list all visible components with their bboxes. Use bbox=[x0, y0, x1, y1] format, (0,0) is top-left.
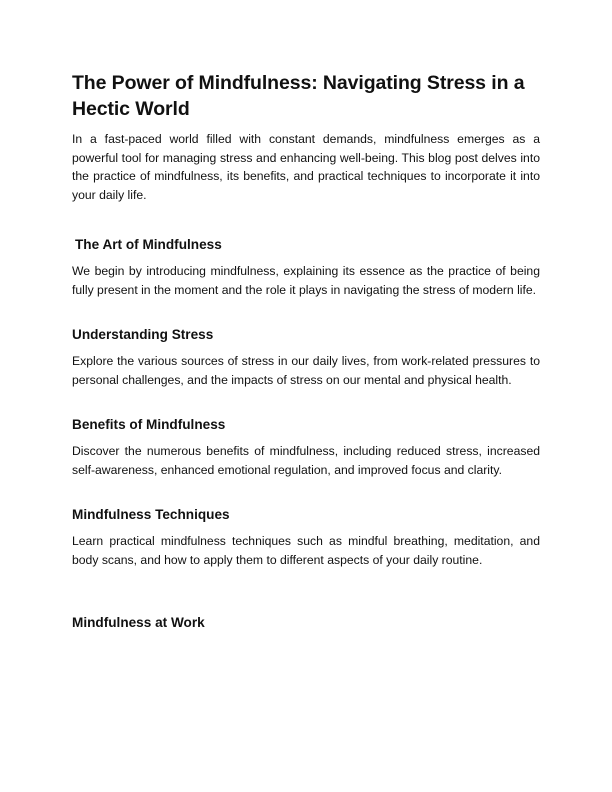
section-heading-techniques: Mindfulness Techniques bbox=[72, 507, 230, 522]
intro-paragraph: In a fast-paced world filled with constant demands, mindfulness emerges as a powerful tool for managing stress and enhancing well-being. This blog post delves into the practice of mindfulness, its benefits, and practical techniques to incorporate it into your daily life. bbox=[72, 132, 540, 202]
section-heading-benefits: Benefits of Mindfulness bbox=[72, 417, 226, 432]
section-body-techniques: Learn practical mindfulness techniques such as mindful breathing, meditation, and body scans, and how to apply them to different aspects of your daily routine. bbox=[72, 534, 540, 567]
document-page bbox=[72, 70, 540, 632]
section-body-art-of-mindfulness: We begin by introducing mindfulness, explaining its essence as the practice of being fully present in the moment and the role it plays in navigating the stress of modern life. bbox=[72, 264, 540, 297]
section-body-benefits: Discover the numerous benefits of mindfulness, including reduced stress, increased self-awareness, enhanced emotional regulation, and improved focus and clarity. bbox=[72, 444, 540, 477]
section-body-understanding-stress: Explore the various sources of stress in our daily lives, from work-related pressures to personal challenges, and the impacts of stress on our mental and physical health. bbox=[72, 354, 540, 387]
section-heading-art-of-mindfulness: The Art of Mindfulness bbox=[75, 237, 222, 252]
page-title: The Power of Mindfulness: Navigating Stress in a Hectic World bbox=[72, 72, 525, 120]
section-heading-understanding-stress: Understanding Stress bbox=[72, 327, 214, 342]
section-heading-mindfulness-at-work: Mindfulness at Work bbox=[72, 615, 205, 630]
